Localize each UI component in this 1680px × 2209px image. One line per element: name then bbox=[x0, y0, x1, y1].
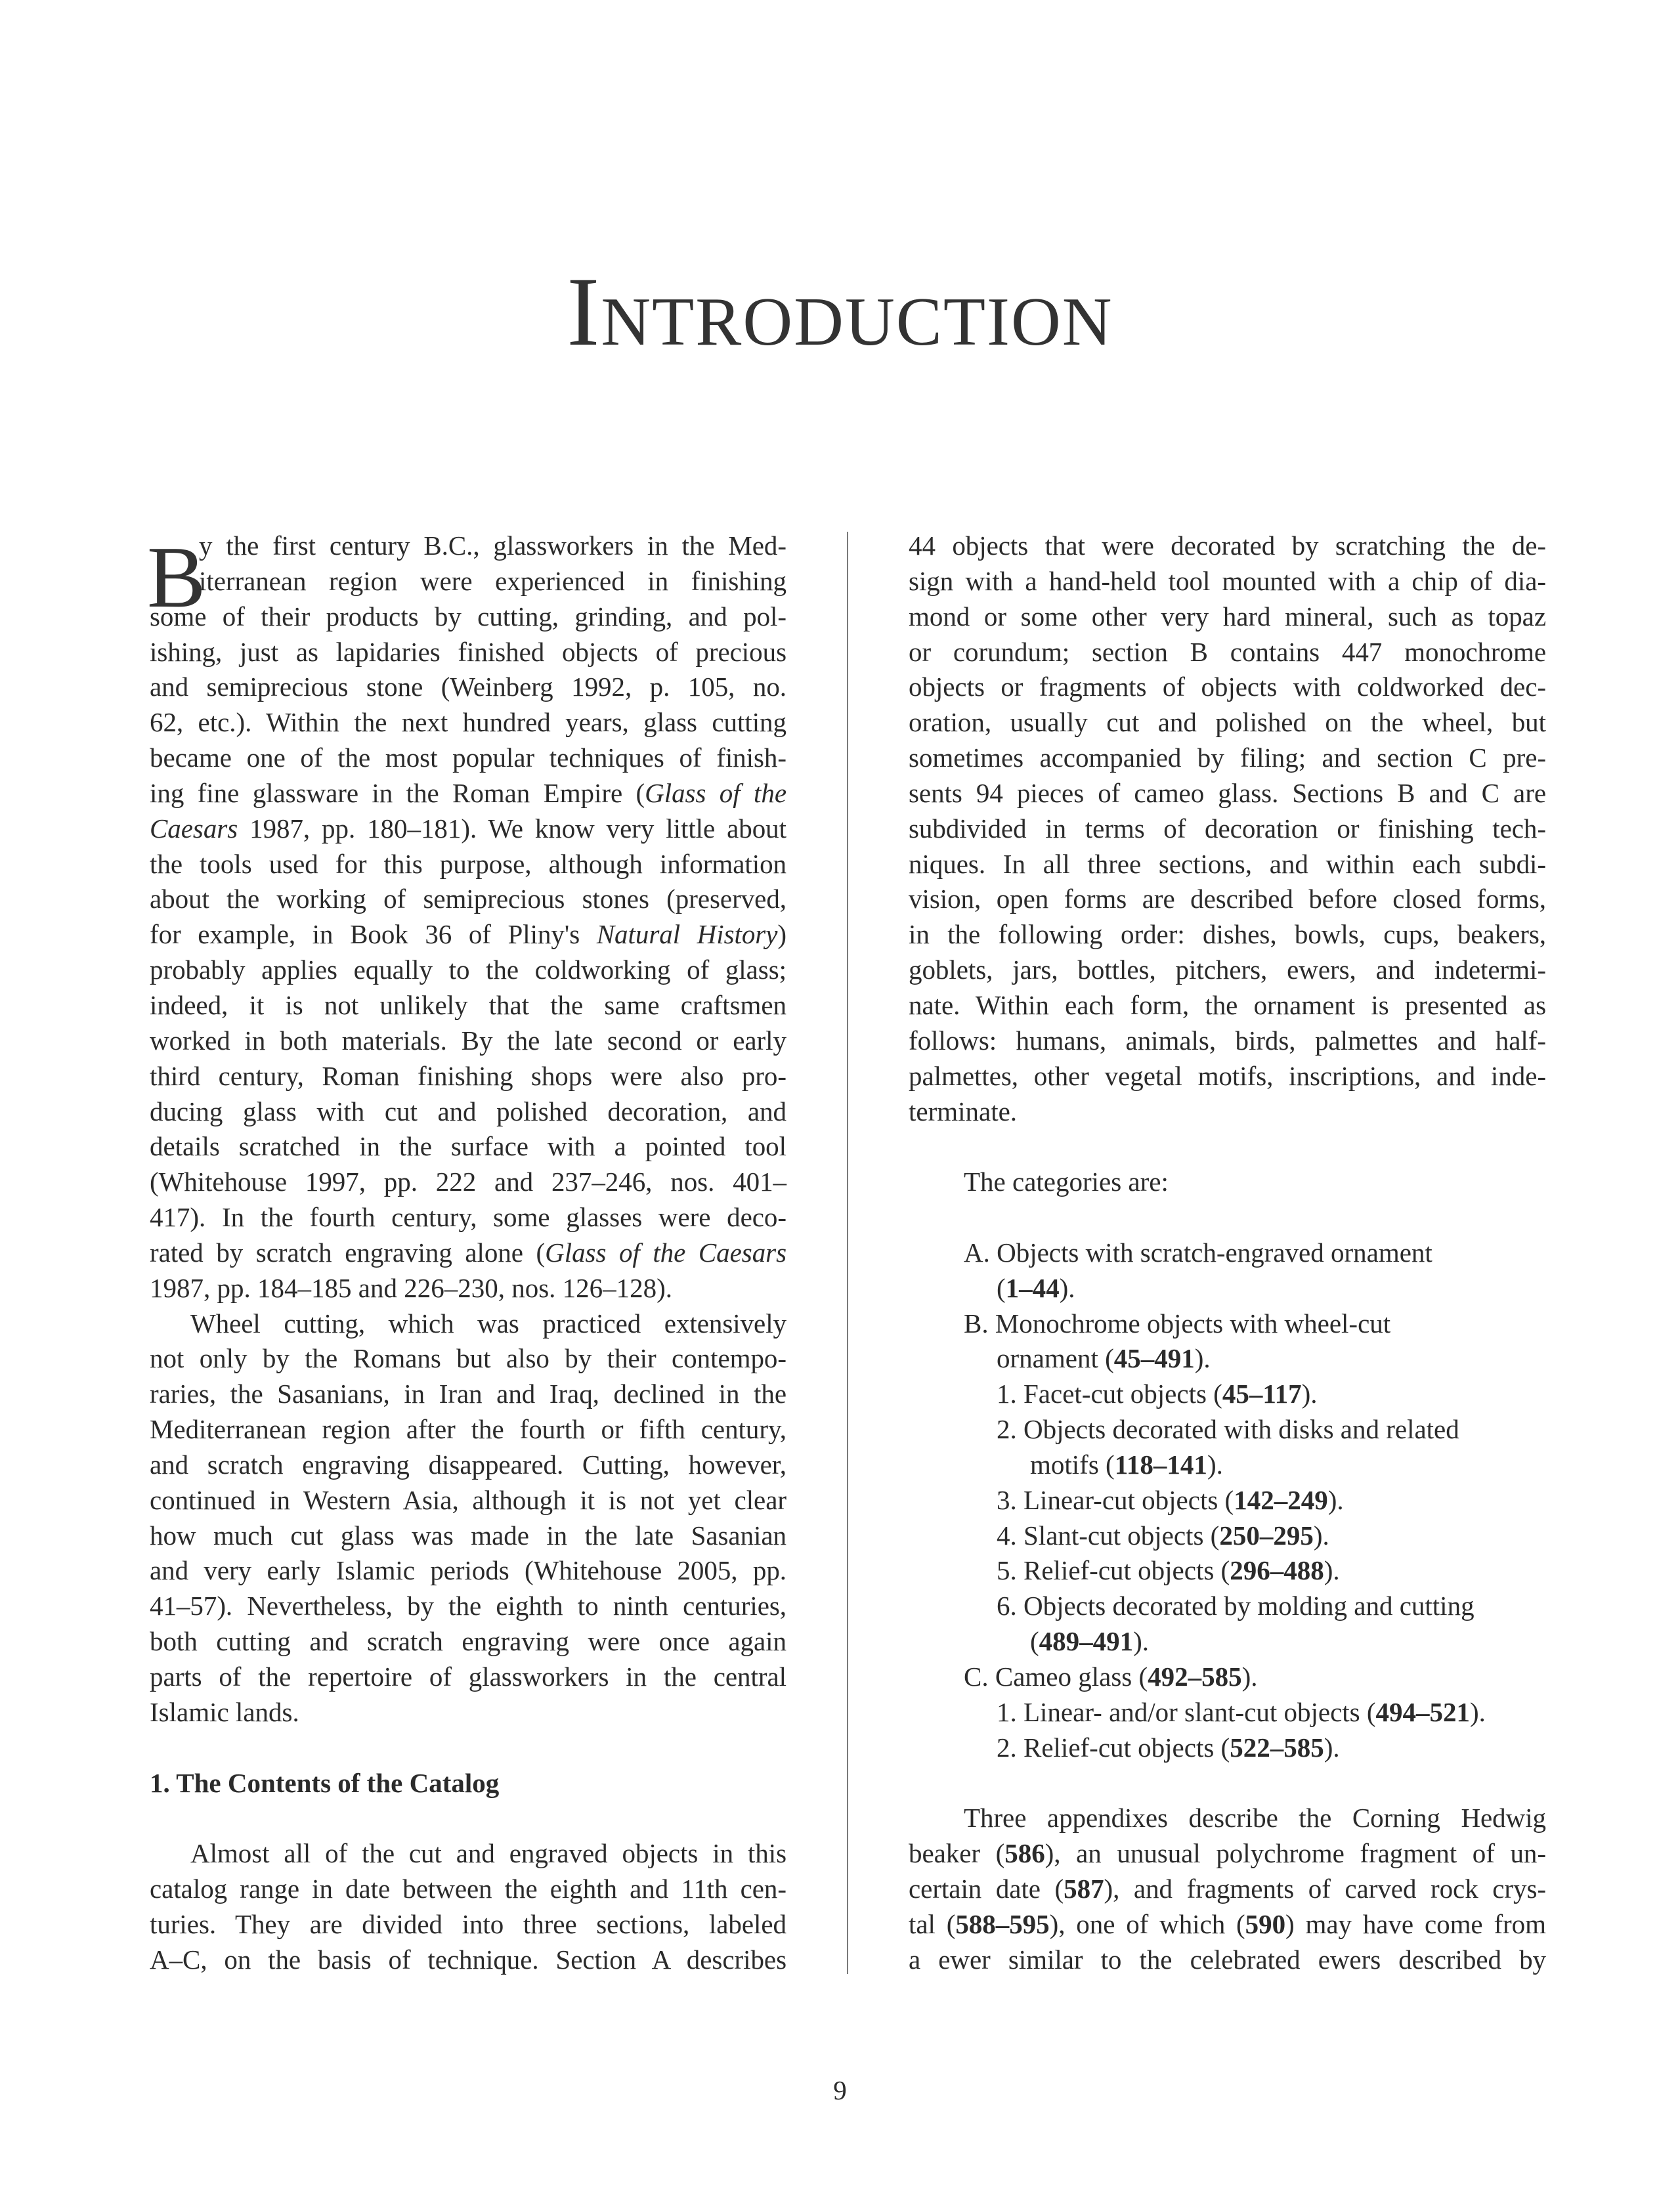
text-line bbox=[909, 1730, 1546, 1766]
text-line bbox=[909, 1872, 1546, 1907]
text-line bbox=[909, 1518, 1546, 1554]
text-run: sometimes accompanied by filing; and section C pre- bbox=[909, 742, 1546, 773]
blank-line bbox=[909, 1129, 1546, 1165]
text-line bbox=[909, 1059, 1546, 1094]
page-number: 9 bbox=[833, 2075, 847, 2105]
text-line bbox=[150, 1235, 786, 1271]
text-run: in the following order: dishes, bowls, cups, beakers, bbox=[909, 919, 1546, 950]
text-line bbox=[909, 1165, 1546, 1200]
text-line bbox=[909, 1306, 1546, 1342]
page-title: Introduction bbox=[567, 257, 1113, 366]
catalog-number: 489–491 bbox=[1039, 1626, 1134, 1657]
text-run: and semiprecious stone (Weinberg 1992, p. 105, no. bbox=[150, 672, 786, 702]
text-run: rated by scratch engraving alone ( bbox=[150, 1237, 546, 1268]
text-line bbox=[909, 599, 1546, 635]
text-run: 2. Objects decorated with disks and related bbox=[997, 1414, 1459, 1445]
text-line bbox=[150, 1200, 786, 1235]
text-line bbox=[909, 1907, 1546, 1942]
text-line bbox=[150, 528, 786, 564]
text-line bbox=[909, 882, 1546, 917]
left-text-column bbox=[150, 528, 786, 1978]
text-line bbox=[909, 705, 1546, 740]
text-run: follows: humans, animals, birds, palmettes and half- bbox=[909, 1025, 1546, 1056]
text-run: The categories are: bbox=[964, 1167, 1169, 1197]
text-line bbox=[909, 953, 1546, 988]
text-run: worked in both materials. By the late second or early bbox=[150, 1025, 786, 1056]
text-line bbox=[150, 740, 786, 776]
text-run: ). bbox=[1324, 1732, 1340, 1763]
catalog-number: 590 bbox=[1245, 1908, 1286, 1939]
catalog-number: 45–491 bbox=[1113, 1343, 1195, 1374]
column-divider bbox=[847, 532, 848, 1974]
text-run: ornament ( bbox=[997, 1343, 1114, 1374]
text-run: indeed, it is not unlikely that the same craftsmen bbox=[150, 989, 786, 1020]
text-run: 2. Relief-cut objects ( bbox=[997, 1732, 1230, 1763]
text-line bbox=[150, 917, 786, 953]
text-run: sign with a hand-held tool mounted with a chip of dia- bbox=[909, 565, 1546, 596]
text-line bbox=[909, 1235, 1546, 1271]
text-line bbox=[150, 1448, 786, 1483]
text-run: 1. Linear- and/or slant-cut objects ( bbox=[997, 1696, 1376, 1727]
text-run: and scratch engraving disappeared. Cutting, however, bbox=[150, 1449, 786, 1480]
text-line bbox=[909, 917, 1546, 953]
italic-title: Glass of the bbox=[645, 777, 787, 808]
text-run: ). bbox=[1241, 1662, 1258, 1692]
text-run: ). bbox=[1194, 1343, 1211, 1374]
text-line bbox=[150, 1412, 786, 1448]
text-run: beaker ( bbox=[909, 1838, 1005, 1869]
text-line bbox=[150, 1094, 786, 1130]
text-line bbox=[150, 564, 786, 599]
text-run: 3. Linear-cut objects ( bbox=[997, 1484, 1234, 1515]
text-run: B. Monochrome objects with wheel-cut bbox=[964, 1308, 1391, 1339]
text-run: tal ( bbox=[909, 1908, 956, 1939]
text-run: sents 94 pieces of cameo glass. Sections B and C are bbox=[909, 777, 1546, 808]
text-line bbox=[909, 1589, 1546, 1624]
text-run: 5. Relief-cut objects ( bbox=[997, 1555, 1230, 1586]
text-run: ) bbox=[777, 919, 786, 950]
catalog-number: 45–117 bbox=[1222, 1379, 1302, 1409]
catalog-number: 522–585 bbox=[1230, 1732, 1324, 1763]
text-run: iterranean region were experienced in finishing bbox=[199, 565, 786, 596]
text-line bbox=[909, 1341, 1546, 1377]
text-line bbox=[150, 599, 786, 635]
text-run: ). bbox=[1313, 1520, 1329, 1551]
text-run: the tools used for this purpose, although information bbox=[150, 848, 786, 879]
text-run: vision, open forms are described before closed forms, bbox=[909, 884, 1546, 914]
text-run: oration, usually cut and polished on the wheel, but bbox=[909, 707, 1546, 738]
text-line bbox=[909, 1624, 1546, 1660]
text-run: ). bbox=[1133, 1626, 1150, 1657]
text-line bbox=[909, 1377, 1546, 1412]
text-run: details scratched in the surface with a pointed tool bbox=[150, 1131, 786, 1162]
text-run: mond or some other very hard mineral, such as topaz bbox=[909, 601, 1546, 632]
text-run: ), an unusual polychrome fragment of un- bbox=[1045, 1838, 1546, 1869]
text-line bbox=[150, 1907, 786, 1942]
text-line bbox=[150, 1624, 786, 1660]
text-run: y the first century B.C., glassworkers in the Med- bbox=[199, 530, 786, 561]
blank-line bbox=[909, 1766, 1546, 1801]
text-run: and very early Islamic periods (Whitehouse 2005, pp. bbox=[150, 1555, 786, 1586]
text-run: Islamic lands. bbox=[150, 1696, 299, 1727]
text-line bbox=[150, 1695, 786, 1730]
text-run: ). bbox=[1207, 1449, 1223, 1480]
text-run: ing fine glassware in the Roman Empire ( bbox=[150, 777, 645, 808]
text-run: ) may have come from bbox=[1285, 1908, 1546, 1939]
text-line bbox=[909, 1023, 1546, 1059]
text-run: 41–57). Nevertheless, by the eighth to ninth centuries, bbox=[150, 1591, 786, 1621]
text-line bbox=[909, 740, 1546, 776]
text-line bbox=[909, 1942, 1546, 1978]
blank-line bbox=[150, 1730, 786, 1766]
text-run: catalog range in date between the eighth and 11th cen- bbox=[150, 1874, 786, 1904]
catalog-number: 118–141 bbox=[1114, 1449, 1207, 1480]
text-line bbox=[909, 1695, 1546, 1730]
text-line bbox=[150, 705, 786, 740]
text-line bbox=[150, 670, 786, 705]
text-run: both cutting and scratch engraving were once again bbox=[150, 1626, 786, 1657]
catalog-number: 1–44 bbox=[1005, 1272, 1060, 1303]
text-line bbox=[150, 882, 786, 917]
text-line bbox=[909, 847, 1546, 882]
text-line bbox=[909, 635, 1546, 670]
text-run: a ewer similar to the celebrated ewers described by bbox=[909, 1944, 1546, 1975]
text-run: ( bbox=[1030, 1626, 1039, 1657]
text-line bbox=[909, 811, 1546, 847]
text-line bbox=[150, 1942, 786, 1978]
italic-title: Natural History bbox=[596, 919, 778, 950]
text-line bbox=[150, 1023, 786, 1059]
text-line bbox=[150, 811, 786, 847]
catalog-number: 494–521 bbox=[1375, 1696, 1471, 1727]
text-run: 62, etc.). Within the next hundred years, glass cutting bbox=[150, 707, 786, 738]
text-line bbox=[150, 776, 786, 811]
text-line bbox=[909, 1094, 1546, 1130]
text-line bbox=[909, 988, 1546, 1023]
text-run: not only by the Romans but also by their contempo- bbox=[150, 1343, 786, 1374]
text-run: motifs ( bbox=[1030, 1449, 1115, 1480]
text-line bbox=[150, 1518, 786, 1554]
text-line bbox=[909, 670, 1546, 705]
text-line bbox=[909, 1660, 1546, 1695]
text-run: ). bbox=[1327, 1484, 1344, 1515]
text-run: became one of the most popular techniques of finish- bbox=[150, 742, 786, 773]
text-run: ishing, just as lapidaries finished objects of precious bbox=[150, 636, 786, 667]
catalog-number: 250–295 bbox=[1219, 1520, 1314, 1551]
text-run: objects or fragments of objects with coldworked dec- bbox=[909, 672, 1546, 702]
text-run: certain date ( bbox=[909, 1874, 1064, 1904]
blank-line bbox=[909, 1200, 1546, 1235]
catalog-number: 587 bbox=[1064, 1874, 1104, 1904]
section-heading bbox=[150, 1766, 786, 1801]
text-line bbox=[150, 1059, 786, 1094]
text-line bbox=[150, 953, 786, 988]
text-line bbox=[909, 1483, 1546, 1518]
text-run: some of their products by cutting, grinding, and pol- bbox=[150, 601, 786, 632]
text-line bbox=[150, 847, 786, 882]
text-run: (Whitehouse 1997, pp. 222 and 237–246, nos. 401– bbox=[150, 1167, 786, 1197]
text-line bbox=[150, 1589, 786, 1624]
text-line bbox=[909, 1553, 1546, 1589]
drop-cap: B bbox=[147, 528, 206, 626]
text-run: A. Objects with scratch-engraved ornament bbox=[964, 1237, 1432, 1268]
text-line bbox=[150, 1165, 786, 1200]
text-run: probably applies equally to the coldworking of glass; bbox=[150, 954, 786, 985]
blank-line bbox=[150, 1801, 786, 1836]
catalog-number: 492–585 bbox=[1148, 1662, 1242, 1692]
catalog-number: 296–488 bbox=[1230, 1555, 1324, 1586]
text-line bbox=[150, 635, 786, 670]
text-run: 4. Slant-cut objects ( bbox=[997, 1520, 1220, 1551]
text-run: 1. Facet-cut objects ( bbox=[997, 1379, 1222, 1409]
text-line bbox=[150, 1553, 786, 1589]
text-run: third century, Roman finishing shops were also pro- bbox=[150, 1060, 786, 1091]
catalog-number: 586 bbox=[1004, 1838, 1045, 1869]
text-run: 1987, pp. 180–181). We know very little about bbox=[238, 813, 786, 844]
text-line bbox=[909, 776, 1546, 811]
text-line bbox=[150, 1306, 786, 1342]
text-run: 6. Objects decorated by molding and cutting bbox=[997, 1591, 1475, 1621]
text-line bbox=[909, 1801, 1546, 1836]
text-run: continued in Western Asia, although it is not yet clear bbox=[150, 1484, 786, 1515]
text-run: subdivided in terms of decoration or finishing tech- bbox=[909, 813, 1546, 844]
text-run: Wheel cutting, which was practiced extensively bbox=[190, 1308, 786, 1339]
text-line bbox=[909, 1448, 1546, 1483]
text-run: about the working of semiprecious stones (preserved, bbox=[150, 884, 786, 914]
text-run: turies. They are divided into three sections, labeled bbox=[150, 1908, 786, 1939]
text-run: 1987, pp. 184–185 and 226–230, nos. 126–128). bbox=[150, 1272, 673, 1303]
text-run: for example, in Book 36 of Pliny's bbox=[150, 919, 597, 950]
italic-title: Glass of the Caesars bbox=[545, 1237, 787, 1268]
text-run: how much cut glass was made in the late Sasanian bbox=[150, 1520, 786, 1551]
text-line bbox=[909, 564, 1546, 599]
text-run: raries, the Sasanians, in Iran and Iraq, declined in the bbox=[150, 1379, 786, 1409]
text-line bbox=[150, 1341, 786, 1377]
text-run: ), and fragments of carved rock crys- bbox=[1104, 1874, 1547, 1904]
catalog-number: 588–595 bbox=[955, 1908, 1050, 1939]
text-line bbox=[909, 528, 1546, 564]
text-run: ). bbox=[1324, 1555, 1340, 1586]
text-line bbox=[150, 1483, 786, 1518]
text-run: Almost all of the cut and engraved objects in this bbox=[190, 1838, 786, 1869]
text-run: or corundum; section B contains 447 monochrome bbox=[909, 636, 1546, 667]
text-line bbox=[150, 1872, 786, 1907]
text-line bbox=[150, 1377, 786, 1412]
text-line bbox=[909, 1271, 1546, 1306]
text-run: 1. The Contents of the Catalog bbox=[150, 1767, 500, 1798]
text-run: ), one of which ( bbox=[1049, 1908, 1245, 1939]
text-run: niques. In all three sections, and within each subdi- bbox=[909, 848, 1546, 879]
text-run: goblets, jars, bottles, pitchers, ewers, and indetermi- bbox=[909, 954, 1546, 985]
text-run: terminate. bbox=[909, 1096, 1018, 1126]
text-run: Mediterranean region after the fourth or fifth century, bbox=[150, 1414, 786, 1445]
text-run: ). bbox=[1059, 1272, 1075, 1303]
text-run: ( bbox=[997, 1272, 1006, 1303]
text-run: 44 objects that were decorated by scratching the de- bbox=[909, 530, 1546, 561]
text-run: ducing glass with cut and polished decoration, and bbox=[150, 1096, 786, 1126]
text-run: nate. Within each form, the ornament is presented as bbox=[909, 989, 1546, 1020]
text-line bbox=[150, 1129, 786, 1165]
text-line bbox=[150, 1836, 786, 1872]
italic-title: Caesars bbox=[150, 813, 238, 844]
text-run: ). bbox=[1470, 1696, 1486, 1727]
text-run: Three appendixes describe the Corning Hedwig bbox=[964, 1803, 1546, 1834]
text-line bbox=[150, 988, 786, 1023]
text-run: parts of the repertoire of glassworkers in the central bbox=[150, 1662, 786, 1692]
text-run: A–C, on the basis of technique. Section A describes bbox=[150, 1944, 786, 1975]
catalog-number: 142–249 bbox=[1234, 1484, 1328, 1515]
text-run: 417). In the fourth century, some glasses were deco- bbox=[150, 1202, 786, 1233]
right-text-column bbox=[909, 528, 1546, 1978]
text-line bbox=[909, 1412, 1546, 1448]
text-line bbox=[909, 1836, 1546, 1872]
text-run: C. Cameo glass ( bbox=[964, 1662, 1148, 1692]
text-line bbox=[150, 1271, 786, 1306]
text-line bbox=[150, 1660, 786, 1695]
text-run: ). bbox=[1301, 1379, 1318, 1409]
text-run: palmettes, other vegetal motifs, inscriptions, and inde- bbox=[909, 1060, 1546, 1091]
